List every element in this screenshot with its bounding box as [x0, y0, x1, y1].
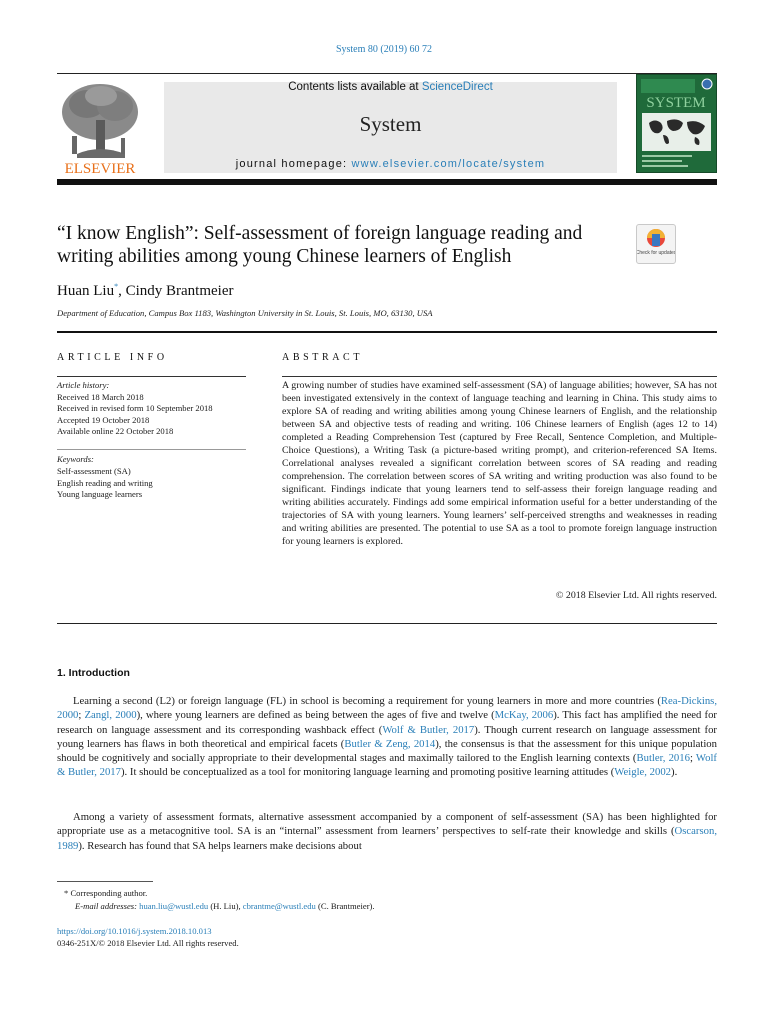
crossmark-label: Check for updates	[637, 250, 675, 256]
abstract-heading: ABSTRACT	[282, 352, 364, 363]
keyword: English reading and writing	[57, 477, 153, 488]
cover-graphic	[637, 75, 716, 172]
keyword: Self-assessment (SA)	[57, 465, 131, 476]
paragraph-text: Among a variety of assessment formats, alternative assessment accompanied by a component of self-assessment (SA) has been highlighted for appropriate use as a metacognitive tool. SA is an “internal” assessment from learners’ perspectives to self-rate their knowledge and skills (	[57, 811, 717, 838]
history-item: Available online 22 October 2018	[57, 426, 174, 437]
paragraph-text: ). This fact has amplified the need for research on language assessment and its corresponding washback effect (	[57, 709, 717, 736]
contents-prefix: Contents lists available at	[288, 81, 422, 93]
check-for-updates-badge[interactable]	[636, 224, 676, 264]
citation-link[interactable]: Rea-Dickins, 2000	[57, 695, 717, 722]
history-item: Received 18 March 2018	[57, 391, 144, 402]
title-rule	[57, 331, 717, 333]
crossmark-icon	[637, 225, 675, 263]
paragraph-text: ), where young learners are defined as being between the ages of five and twelve (	[136, 709, 495, 722]
footnote-corresponding-author: * Corresponding author.	[64, 888, 148, 898]
author-list	[57, 282, 233, 300]
homepage-prefix: journal homepage:	[235, 158, 352, 170]
sciencedirect-link[interactable]: ScienceDirect	[421, 81, 493, 93]
paragraph-text: ), the consensus is that the assessment for this unique population should be cognitively and socially appropriate to their developmental stages and maximally tailored to the English learning contexts (	[57, 737, 717, 765]
email-link[interactable]: cbrantme@wustl.edu	[242, 901, 316, 911]
elsevier-logo[interactable]	[57, 80, 143, 176]
keywords-list	[57, 454, 246, 501]
elsevier-tree-icon	[57, 80, 143, 176]
cover-title: SYSTEM	[646, 95, 706, 111]
citation-link[interactable]: Butler & Zeng, 2014	[344, 737, 436, 750]
section-heading-introduction: 1. Introduction	[57, 667, 130, 679]
paragraph-text: ). Though current research on language assessment for young learners has flaws in both theoretical and empirical facets (	[57, 723, 717, 750]
journal-homepage-link[interactable]: www.elsevier.com/locate/system	[351, 158, 546, 170]
publisher-name: ELSEVIER	[64, 161, 136, 176]
paragraph-text: ;	[689, 752, 696, 765]
keywords-rule	[57, 449, 246, 450]
article-history	[57, 380, 246, 438]
abstract-copyright: © 2018 Elsevier Ltd. All rights reserved.	[555, 590, 717, 601]
citation-link[interactable]: Oscarson, 1989	[57, 825, 717, 852]
footnote-emails	[75, 901, 375, 911]
author-name[interactable]: Cindy Brantmeier	[125, 283, 234, 299]
paragraph-text: ;	[78, 709, 85, 722]
citation-link[interactable]: Weigle, 2002	[614, 766, 672, 779]
abstract-rule	[282, 376, 717, 377]
email-link[interactable]: huan.liu@wustl.edu	[139, 901, 209, 911]
history-label: Article history:	[57, 380, 110, 390]
journal-cover-image[interactable]	[636, 74, 717, 173]
article-title: “I know English”: Self-assessment of foreign language reading and writing abilities among young Chinese learners of English	[57, 223, 583, 267]
paragraph-text: ). It should be conceptualized as a tool for monitoring language learning and promoting positive learning attitudes (	[121, 766, 615, 779]
corresponding-author-mark[interactable]: *	[114, 282, 119, 291]
footnote-rule	[57, 881, 153, 882]
contents-line	[164, 81, 617, 93]
doi-link[interactable]: https://doi.org/10.1016/j.system.2018.10.013	[57, 926, 212, 936]
abstract-text: A growing number of studies have examined self-assessment (SA) of language abilities; however, SA has not been investigated extensively in the context of language teaching and learning in China. This study aims to explore SA of reading and writing abilities among young Chinese learners of English, and the relationship between SA and objective tests of reading and writing. 106 Chinese learners of English (ages 12 to 14) completed a Reading Comprehension Test (captured by Free Recall, Sentence Completion, and Multiple-Choice Questions), a Writing Task (a picture-based writing prompt), and criterion-referenced SA Items. Correlational analyses revealed a significant correlation between scores of SA reading and reading comprehension. The correlation between scores of SA writing and writing production was also found to be significant. Findings indicate that young learners tend to self-assess their foreign language reading and writing abilities accurately. Findings add some empirical information useful for a better understanding of the trajectories of SA with young learners. Young learners’ self-perceived strengths and weaknesses in reading and writing abilities are presented. The potential to use SA as a tool to promote foreign language instruction for young learners is explored.	[282, 380, 717, 547]
author-separator: ,	[118, 283, 126, 299]
history-item: Received in revised form 10 September 2018	[57, 403, 213, 414]
paragraph-text: Learning a second (L2) or foreign language (FL) in school is becoming a requirement for young learners in more and more countries (	[73, 695, 661, 707]
citation-link[interactable]: Wolf & Butler, 2017	[382, 723, 475, 736]
citation-link[interactable]: Butler, 2016	[636, 752, 690, 765]
citation-link[interactable]: McKay, 2006	[494, 709, 554, 722]
article-info-heading: ARTICLE INFO	[57, 352, 168, 363]
email-owner: (C. Brantmeier).	[315, 901, 375, 911]
citation-link[interactable]: Wolf & Butler, 2017	[57, 752, 717, 779]
history-item: Accepted 19 October 2018	[57, 414, 150, 425]
paragraph-text: ). Research has found that SA helps learners make decisions about	[78, 839, 362, 852]
paragraph-text: ).	[671, 766, 678, 779]
email-label: E-mail addresses:	[75, 901, 140, 911]
affiliation: Department of Education, Campus Box 1183, Washington University in St. Louis, St. Louis, MO, 63130, USA	[57, 308, 433, 318]
homepage-line	[164, 158, 617, 170]
article-info-rule	[57, 376, 246, 377]
issn-copyright: 0346-251X/© 2018 Elsevier Ltd. All rights reserved.	[57, 938, 239, 948]
keyword: Young language learners	[57, 489, 143, 500]
author-name[interactable]: Huan Liu	[57, 283, 115, 299]
body-paragraph	[57, 810, 717, 853]
abstract-end-rule	[57, 623, 717, 624]
keywords-label: Keywords:	[57, 454, 94, 464]
header-rule	[57, 73, 717, 74]
email-owner: (H. Liu),	[208, 901, 243, 911]
header-thick-rule	[57, 179, 717, 185]
journal-citation[interactable]: System 80 (2019) 60 72	[335, 44, 433, 55]
citation-link[interactable]: Zangl, 2000	[84, 709, 137, 722]
body-paragraph	[57, 694, 717, 780]
journal-name: System	[359, 112, 422, 136]
